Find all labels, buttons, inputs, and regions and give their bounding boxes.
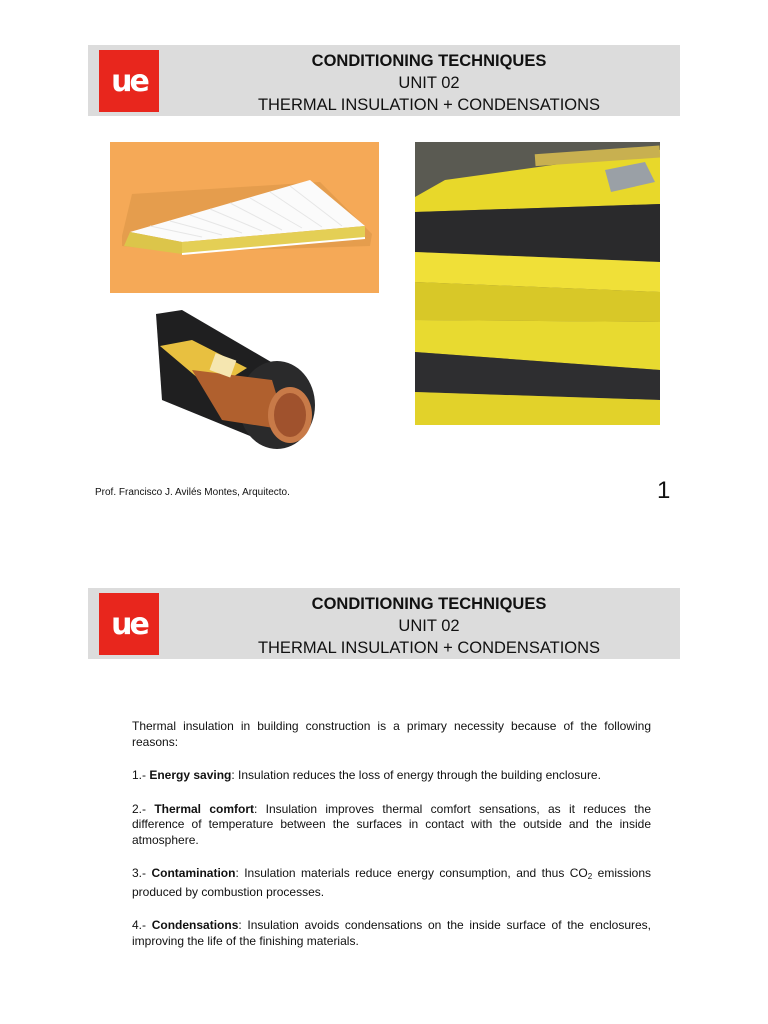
- reason-item: 3.- Contamination: Insulation materials reduce energy consumption, and thus $CO_2$ emissions produced by combustion processes.: [132, 866, 652, 899]
- slide1-unit: UNIT 02: [398, 74, 460, 92]
- reason-item: 2.- Thermal comfort: Insulation improves thermal comfort sensations, as it reduces the difference of temperature between the surfaces in contact with the outside and the inside atmosphere.: [132, 801, 651, 847]
- slide2-header: [88, 588, 680, 659]
- slide2-title: CONDITIONING TECHNIQUES: [311, 595, 547, 613]
- reason-term: Contamination: [151, 866, 236, 880]
- reason-term: Energy saving: [149, 768, 232, 782]
- mineral-wool-image: [415, 142, 660, 425]
- slide2-unit: UNIT 02: [398, 617, 460, 635]
- ue-logo-icon: ue: [99, 593, 159, 655]
- author-credit: Prof. Francisco J. Avilés Montes, Arquitecto.: [95, 487, 290, 498]
- slide2-subtitle: THERMAL INSULATION + CONDENSATIONS: [257, 639, 601, 657]
- reason-item: 4.- Condensations: Insulation avoids condensations on the inside surface of the enclosures, improving the life of the finishing materials.: [132, 918, 651, 948]
- sandwich-panel-image: [110, 142, 379, 293]
- ue-logo-icon: ue: [99, 50, 159, 112]
- slide1-header: [88, 45, 680, 116]
- page-number: 1: [657, 477, 671, 504]
- body-text: [132, 719, 651, 967]
- reason-term: Thermal comfort: [154, 801, 254, 816]
- slide1-title: CONDITIONING TECHNIQUES: [311, 52, 547, 70]
- reason-item: 1.- Energy saving: Insulation reduces the loss of energy through the building enclosure.: [132, 768, 601, 782]
- slide1-subtitle: THERMAL INSULATION + CONDENSATIONS: [257, 96, 601, 114]
- pipe-insulation-image: [152, 310, 319, 455]
- slide1-header-text: [178, 50, 680, 116]
- reason-term: Condensations: [151, 918, 239, 932]
- intro-paragraph: Thermal insulation in building construction is a primary necessity because of the following reasons:: [132, 719, 651, 749]
- slide2-header-text: [178, 593, 680, 659]
